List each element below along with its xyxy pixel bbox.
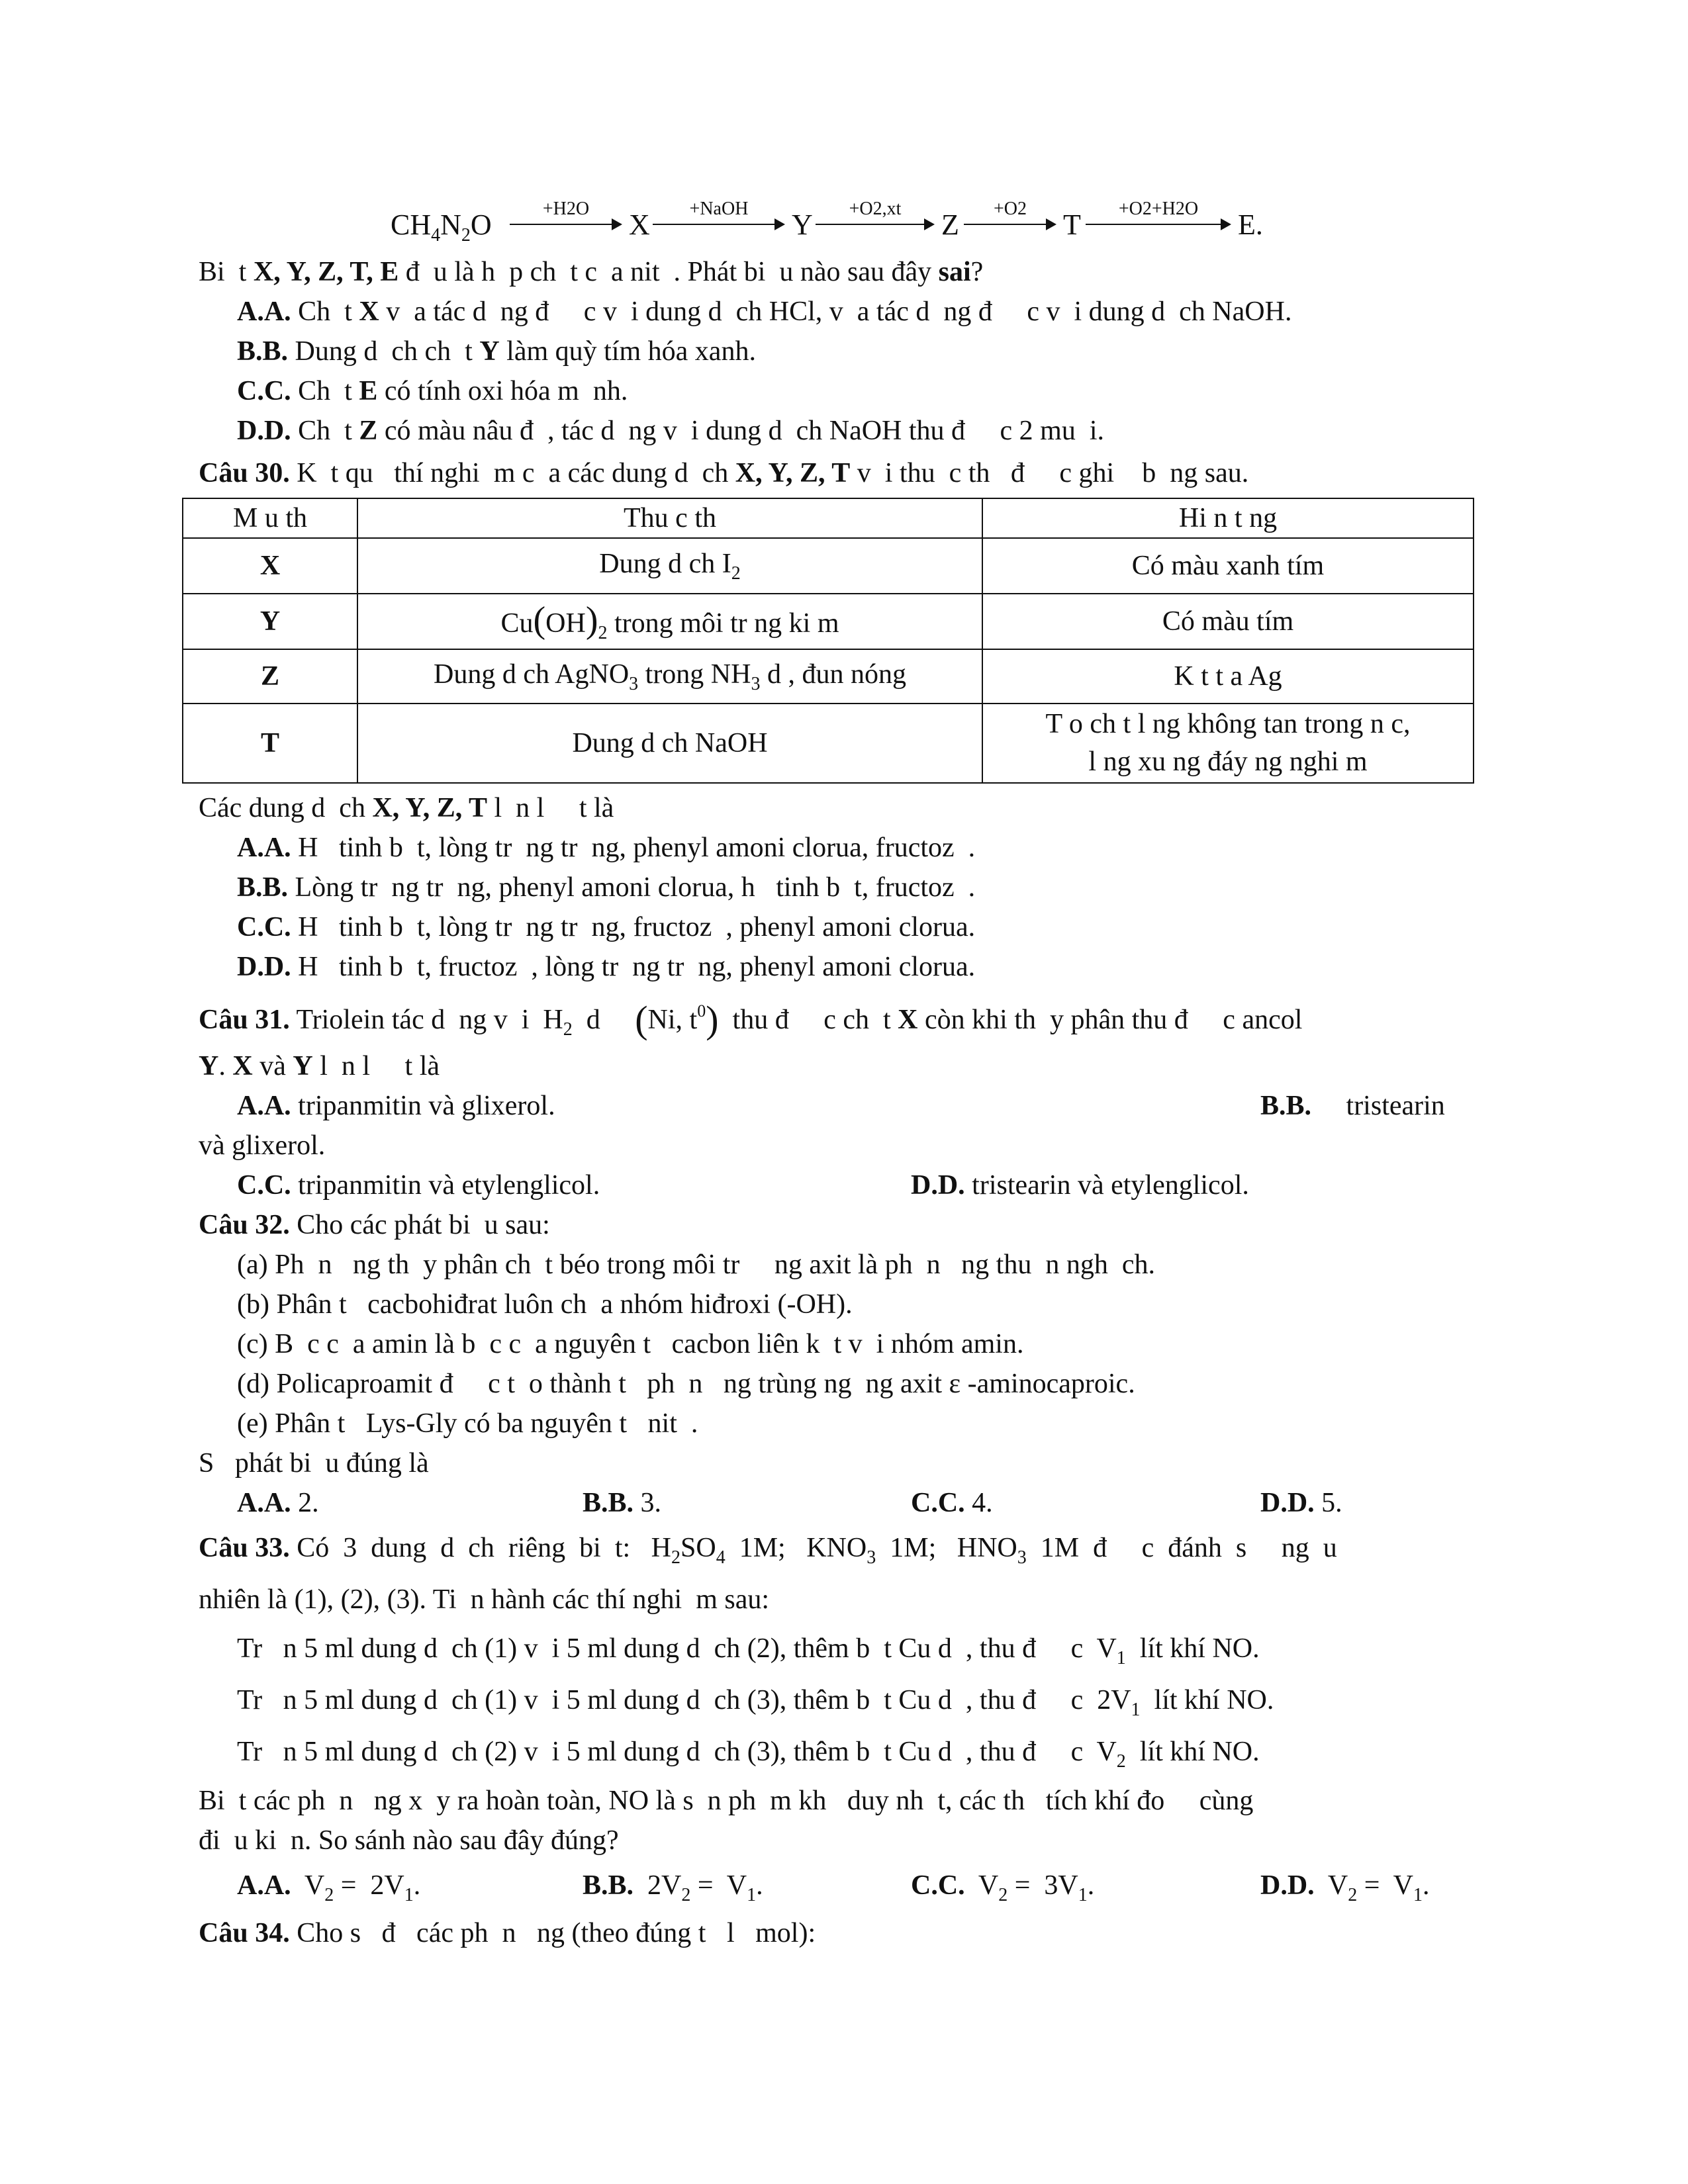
table-cell-sample: Z (183, 649, 357, 704)
reaction-arrow: +O2 (964, 199, 1056, 238)
q33-conditions: Bi t các ph n ng x y ra hoàn toàn, NO là s n ph m kh duy nh t, các th tích khí đo cùng (199, 1786, 1254, 1816)
scheme-x: X (629, 208, 650, 241)
q32-option-b: B.B. 3. (583, 1488, 662, 1518)
table-header-phenomenon: Hi n t ng (982, 498, 1474, 538)
q33-experiment-3: Tr n 5 ml dung d ch (2) v i 5 ml dung d ch (3), thêm b t Cu d , thu đ c $V_2$ lít khí NO. (237, 1737, 1260, 1772)
q31-option-b-continued: và glixerol. (199, 1130, 326, 1161)
table-cell-phenomenon: Có màu xanh tím (982, 538, 1474, 594)
table-row (183, 649, 1474, 704)
q33-question: đi u ki n. So sánh nào sau đây đúng? (199, 1825, 619, 1856)
q30-stem: Câu 30. K t qu thí nghi m c a các dung d ch X, Y, Z, T v i thu c th đ c ghi b ng sau. (199, 458, 1249, 488)
q33-option-b: B.B. $2V_2 = V_1$. (583, 1870, 763, 1905)
q30-option-b: B.B. Lòng tr ng tr ng, phenyl amoni clorua, h tinh b t, fructoz . (237, 872, 976, 903)
table-cell-reagent: Dung d ch NaOH (357, 704, 982, 783)
q33-option-a: A.A. $V_2 = 2V_1$. (237, 1870, 421, 1905)
scheme-y: Y (792, 208, 813, 241)
q32-stem: Câu 32. Cho các phát bi u sau: (199, 1210, 550, 1240)
table-header-row (183, 498, 1474, 538)
q33-stem-line2: nhiên là (1), (2), (3). Ti n hành các thí nghi m sau: (199, 1584, 770, 1615)
q29-option-d: D.D. Ch t Z có màu nâu đ , tác d ng v i dung d ch NaOH thu đ c 2 mu i. (237, 416, 1105, 446)
table-cell-sample: Y (183, 594, 357, 649)
reaction-arrow: +H2O (510, 199, 622, 238)
q30-option-c: C.C. H tinh b t, lòng tr ng tr ng, fructoz , phenyl amoni clorua. (237, 912, 976, 942)
scheme-z: Z (941, 208, 959, 241)
q32-item-e: (e) Phân t Lys-Gly có ba nguyên t nit . (237, 1408, 698, 1439)
q33-experiment-2: Tr n 5 ml dung d ch (1) v i 5 ml dung d ch (3), thêm b t Cu d , thu đ c $2V_1$ lít khí NO. (237, 1685, 1274, 1720)
q29-option-c: C.C. Ch t E có tính oxi hóa m nh. (237, 376, 628, 406)
q32-item-a: (a) Ph n ng th y phân ch t béo trong môi tr ng axit là ph n ng thu n ngh ch. (237, 1250, 1155, 1280)
q34-stem: Câu 34. Cho s đ các ph n ng (theo đúng t l mol): (199, 1918, 816, 1948)
q32-item-d: (d) Policaproamit đ c t o thành t ph n ng trùng ng ng axit ε -aminocaproic. (237, 1369, 1135, 1399)
q32-option-d: D.D. 5. (1260, 1488, 1342, 1518)
reaction-arrow: +O2+H2O (1086, 199, 1231, 238)
scheme-t: T (1063, 208, 1081, 241)
q29-option-b: B.B. Dung d ch ch t Y làm quỳ tím hóa xanh. (237, 336, 756, 367)
q31-option-c: C.C. tripanmitin và etylenglicol. (237, 1170, 600, 1201)
reaction-arrow: +NaOH (653, 199, 785, 238)
q32-item-c: (c) B c c a amin là b c c a nguyên t cacbon liên k t v i nhóm amin. (237, 1329, 1024, 1359)
reaction-scheme (391, 199, 1317, 251)
scheme-start-compound: $CH_4N_2O$ (391, 208, 492, 246)
table-row (183, 594, 1474, 649)
q31-option-d: D.D. tristearin và etylenglicol. (911, 1170, 1249, 1201)
q29-stem: Bi t X, Y, Z, T, E đ u là h p ch t c a nit . Phát bi u nào sau đây sai? (199, 257, 984, 287)
q33-option-c: C.C. $V_2 = 3V_1$. (911, 1870, 1095, 1905)
q30-option-d: D.D. H tinh b t, fructoz , lòng tr ng tr ng, phenyl amoni clorua. (237, 952, 976, 982)
q31-stem: Câu 31. Triolein tác d ng v i $H_2$ d (Ni, $t^0$) thu đ c ch t X còn khi th y phân thu đ c ancol (199, 998, 1303, 1041)
q32-item-b: (b) Phân t cacbohiđrat luôn ch a nhóm hiđroxi (-OH). (237, 1289, 853, 1320)
table-cell-phenomenon: K t t a Ag (982, 649, 1474, 704)
reaction-arrow: +O2,xt (816, 199, 935, 238)
q33-experiment-1: Tr n 5 ml dung d ch (1) v i 5 ml dung d ch (2), thêm b t Cu d , thu đ c $V_1$ lít khí NO. (237, 1633, 1260, 1668)
table-cell-reagent: Dung d ch $I_2$ (357, 538, 982, 594)
table-row (183, 538, 1474, 594)
q32-option-c: C.C. 4. (911, 1488, 993, 1518)
q31-stem-line2: Y. X và Y l n l t là (199, 1051, 440, 1081)
q30-after-table: Các dung d ch X, Y, Z, T l n l t là (199, 793, 614, 823)
table-header-sample: M u th (183, 498, 357, 538)
q31-option-b: B.B. tristearin (1260, 1091, 1445, 1121)
table-row (183, 704, 1474, 783)
q32-closing: S phát bi u đúng là (199, 1448, 429, 1479)
q30-table (182, 498, 1474, 784)
table-cell-sample: T (183, 704, 357, 783)
table-cell-reagent: $Cu(OH)_2$ trong môi tr ng ki m (357, 594, 982, 649)
q31-option-a: A.A. tripanmitin và glixerol. (237, 1091, 555, 1121)
q29-option-a: A.A. Ch t X v a tác d ng đ c v i dung d ch HCl, v a tác d ng đ c v i dung d ch NaOH. (237, 296, 1292, 327)
q33-option-d: D.D. $V_2 = V_1$. (1260, 1870, 1430, 1905)
q30-option-a: A.A. H tinh b t, lòng tr ng tr ng, phenyl amoni clorua, fructoz . (237, 833, 976, 863)
table-cell-phenomenon: Có màu tím (982, 594, 1474, 649)
q33-stem: Câu 33. Có 3 dung d ch riêng bi t: $H_2SO_4$ 1M; $KNO_3$ 1M; $HNO_3$ 1M đ c đánh s ng u (199, 1533, 1337, 1568)
table-cell-sample: X (183, 538, 357, 594)
table-header-reagent: Thu c th (357, 498, 982, 538)
table-cell-reagent: Dung d ch AgNO$_3$ trong $NH_3$ d , đun nóng (357, 649, 982, 704)
table-cell-phenomenon: T o ch t l ng không tan trong n c, l ng xu ng đáy ng nghi m (982, 704, 1474, 783)
q32-option-a: A.A. 2. (237, 1488, 319, 1518)
scheme-e: E. (1238, 208, 1263, 241)
